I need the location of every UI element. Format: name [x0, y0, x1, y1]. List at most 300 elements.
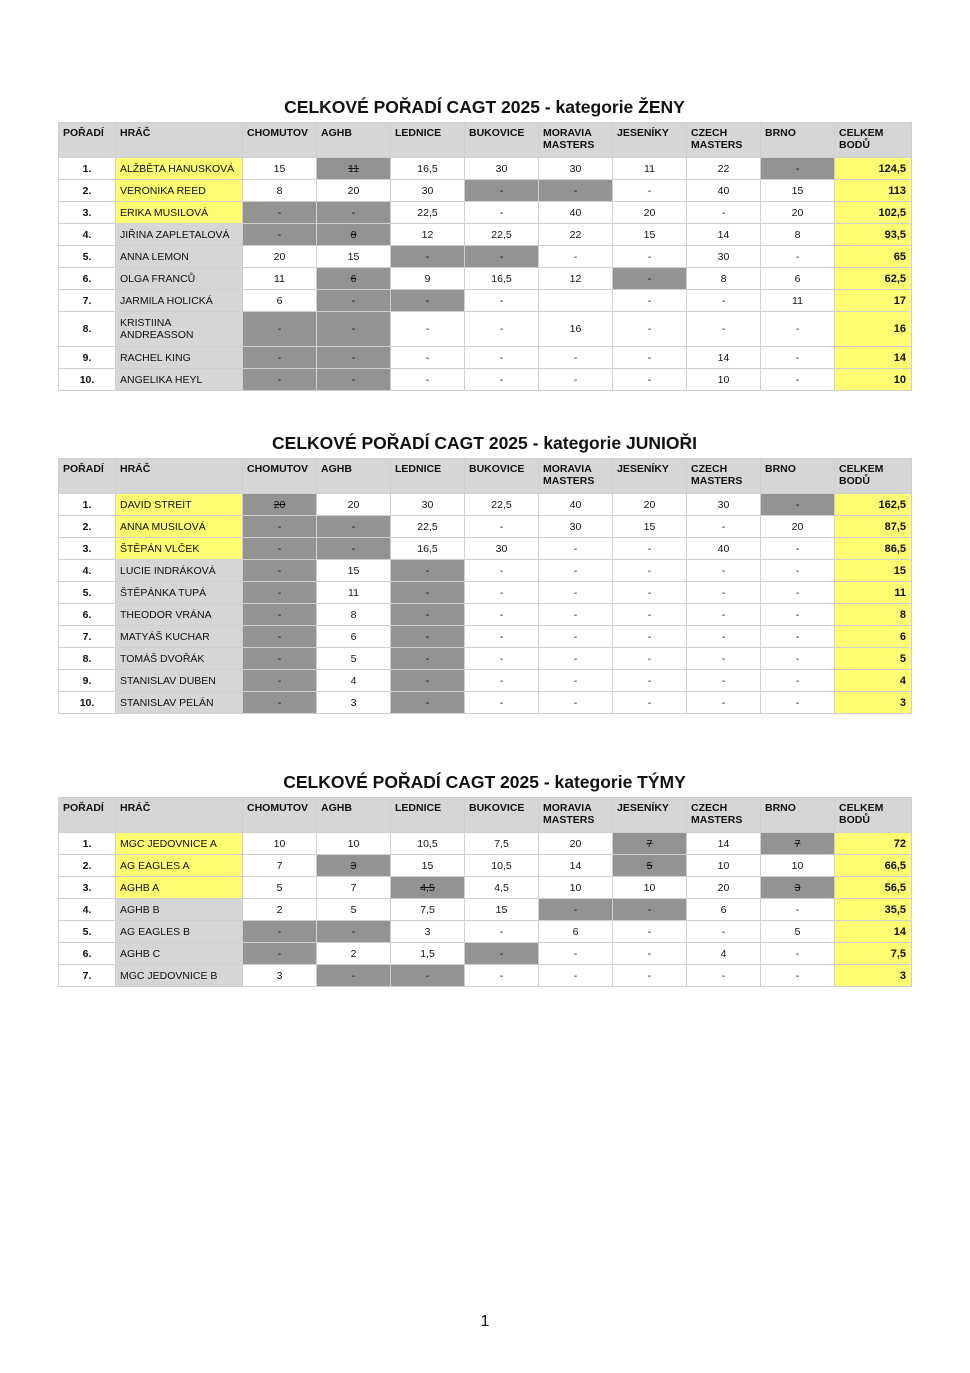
table-row — [59, 560, 912, 582]
table-row — [59, 877, 912, 899]
column-header: CELKEM BODŮ — [835, 123, 912, 158]
score-cell — [317, 604, 391, 626]
score-cell — [761, 965, 835, 987]
score-value: 22,5 — [491, 228, 512, 241]
score-cell — [687, 899, 761, 921]
score-value: 30 — [495, 542, 508, 555]
score-value: 20 — [273, 498, 286, 511]
rank-cell: 8. — [59, 648, 116, 670]
score-value: - — [647, 696, 652, 709]
score-value: - — [573, 542, 578, 555]
total-points-cell: 35,5 — [835, 899, 912, 921]
score-value: 16,5 — [417, 162, 438, 175]
total-points-cell: 66,5 — [835, 855, 912, 877]
score-cell — [761, 604, 835, 626]
score-value: - — [351, 925, 356, 938]
score-value: - — [277, 323, 282, 335]
score-cell — [613, 899, 687, 921]
rank-cell: 10. — [59, 692, 116, 714]
score-cell — [465, 899, 539, 921]
column-header: LEDNICE — [391, 798, 465, 833]
score-value: 40 — [717, 542, 730, 555]
score-value: 7 — [350, 881, 357, 894]
column-header: AGHB — [317, 798, 391, 833]
score-cell — [465, 538, 539, 560]
score-value: - — [499, 674, 504, 687]
score-value: - — [795, 498, 800, 511]
column-header: AGHB — [317, 459, 391, 494]
score-value: 22,5 — [417, 206, 438, 219]
player-name-cell: MGC JEDOVNICE B — [116, 965, 243, 987]
rank-cell: 4. — [59, 560, 116, 582]
score-value: 6 — [720, 903, 727, 916]
score-cell — [761, 692, 835, 714]
page-number: 1 — [480, 1313, 490, 1330]
score-cell — [243, 877, 317, 899]
table-row — [59, 670, 912, 692]
rank-cell: 7. — [59, 626, 116, 648]
score-cell — [317, 369, 391, 391]
total-points-cell: 10 — [835, 369, 912, 391]
score-value: - — [573, 608, 578, 621]
score-cell — [243, 347, 317, 369]
score-cell — [539, 202, 613, 224]
score-cell — [687, 855, 761, 877]
score-value: - — [499, 586, 504, 599]
score-cell — [687, 692, 761, 714]
score-cell — [465, 877, 539, 899]
score-cell — [539, 224, 613, 246]
score-cell — [465, 516, 539, 538]
section-tymy — [58, 767, 911, 987]
score-cell — [243, 224, 317, 246]
rank-cell: 6. — [59, 604, 116, 626]
rank-cell: 4. — [59, 224, 116, 246]
column-header: BUKOVICE — [465, 459, 539, 494]
score-cell — [687, 648, 761, 670]
score-value: - — [425, 630, 430, 643]
score-value: 16 — [569, 323, 582, 335]
score-value: 30 — [717, 498, 730, 511]
score-value: - — [425, 674, 430, 687]
score-cell — [391, 268, 465, 290]
score-cell — [687, 943, 761, 965]
score-value: - — [721, 206, 726, 219]
score-cell — [317, 626, 391, 648]
score-value: - — [647, 184, 652, 197]
total-points-cell: 14 — [835, 921, 912, 943]
score-cell — [317, 246, 391, 268]
score-value: 10 — [717, 373, 730, 386]
score-cell — [687, 604, 761, 626]
rank-cell: 2. — [59, 180, 116, 202]
score-value: - — [721, 586, 726, 599]
score-value: - — [277, 674, 282, 687]
rank-cell: 6. — [59, 268, 116, 290]
score-value: - — [425, 294, 430, 307]
player-name-cell: DAVID STREIT — [116, 494, 243, 516]
table-row — [59, 268, 912, 290]
score-cell — [391, 855, 465, 877]
score-cell — [243, 604, 317, 626]
player-name-cell: AG EAGLES A — [116, 855, 243, 877]
column-header: LEDNICE — [391, 123, 465, 158]
column-header: CZECH MASTERS — [687, 459, 761, 494]
section-zeny — [58, 92, 911, 391]
table-row — [59, 224, 912, 246]
score-value: 40 — [569, 206, 582, 219]
score-cell — [465, 626, 539, 648]
score-value: 11 — [792, 294, 803, 307]
column-header: HRÁČ — [116, 459, 243, 494]
score-value: 30 — [421, 498, 434, 511]
score-cell — [243, 692, 317, 714]
score-cell — [613, 855, 687, 877]
score-cell — [613, 582, 687, 604]
score-cell — [613, 224, 687, 246]
column-header: HRÁČ — [116, 123, 243, 158]
player-name-cell: ERIKA MUSILOVÁ — [116, 202, 243, 224]
score-cell — [243, 246, 317, 268]
score-cell — [243, 158, 317, 180]
score-cell — [317, 943, 391, 965]
score-cell — [465, 965, 539, 987]
score-value: 5 — [350, 903, 357, 916]
score-value: 7 — [646, 837, 653, 850]
score-value: 3 — [350, 696, 357, 709]
player-name-cell: ŠTĚPÁNKA TUPÁ — [116, 582, 243, 604]
score-value: - — [721, 630, 726, 643]
score-cell — [539, 158, 613, 180]
score-value: - — [425, 969, 430, 982]
score-cell — [317, 833, 391, 855]
score-value: 15 — [347, 564, 360, 577]
score-value: - — [647, 272, 652, 285]
rank-cell: 1. — [59, 494, 116, 516]
score-cell — [539, 516, 613, 538]
score-value: - — [795, 250, 800, 263]
score-value: 10,5 — [417, 837, 438, 850]
column-header: JESENÍKY — [613, 459, 687, 494]
score-cell — [761, 290, 835, 312]
score-cell — [391, 648, 465, 670]
score-value: - — [647, 250, 652, 263]
score-cell — [317, 560, 391, 582]
score-value: - — [277, 520, 282, 533]
score-value: - — [795, 652, 800, 665]
score-value: - — [795, 373, 800, 386]
score-value: 7 — [276, 859, 283, 872]
score-cell — [243, 538, 317, 560]
score-cell — [539, 833, 613, 855]
score-cell — [243, 202, 317, 224]
score-cell — [465, 670, 539, 692]
score-cell — [465, 180, 539, 202]
score-cell — [539, 494, 613, 516]
column-header: LEDNICE — [391, 459, 465, 494]
score-value: - — [573, 586, 578, 599]
score-value: - — [351, 542, 356, 555]
score-cell — [613, 648, 687, 670]
score-cell — [613, 965, 687, 987]
score-value: - — [277, 228, 282, 241]
score-value: 5 — [646, 859, 653, 872]
score-value: 7 — [794, 837, 801, 850]
score-value: 20 — [347, 498, 360, 511]
score-value: 11 — [348, 162, 359, 175]
player-name-cell: LUCIE INDRÁKOVÁ — [116, 560, 243, 582]
score-cell — [613, 202, 687, 224]
score-cell — [391, 369, 465, 391]
score-value: - — [795, 564, 800, 577]
player-name-cell: AGHB A — [116, 877, 243, 899]
score-cell — [465, 943, 539, 965]
score-cell — [465, 268, 539, 290]
score-cell — [391, 582, 465, 604]
score-value: 5 — [794, 925, 801, 938]
score-value: 6 — [350, 272, 357, 285]
rank-cell: 4. — [59, 899, 116, 921]
table-row — [59, 855, 912, 877]
score-value: 7,5 — [420, 903, 435, 916]
column-header: CELKEM BODŮ — [835, 459, 912, 494]
score-value: - — [573, 696, 578, 709]
score-value: - — [277, 947, 282, 960]
score-value: 2 — [276, 903, 283, 916]
score-value: 20 — [347, 184, 360, 197]
score-cell — [539, 180, 613, 202]
column-header: BRNO — [761, 798, 835, 833]
total-points-cell: 162,5 — [835, 494, 912, 516]
score-cell — [391, 246, 465, 268]
score-value: 11 — [274, 272, 285, 285]
score-value: - — [647, 925, 652, 938]
score-cell — [391, 899, 465, 921]
total-points-cell: 15 — [835, 560, 912, 582]
score-cell — [243, 855, 317, 877]
player-name-cell: ANNA LEMON — [116, 246, 243, 268]
score-cell — [539, 604, 613, 626]
table-row — [59, 538, 912, 560]
score-value: 3 — [350, 859, 357, 872]
total-points-cell: 3 — [835, 692, 912, 714]
rank-cell: 6. — [59, 943, 116, 965]
score-cell — [243, 268, 317, 290]
score-value: - — [573, 373, 578, 386]
table-row — [59, 312, 912, 347]
player-name-cell: OLGA FRANCŮ — [116, 268, 243, 290]
total-points-cell: 65 — [835, 246, 912, 268]
standings-table — [58, 458, 912, 714]
score-cell — [465, 648, 539, 670]
score-cell — [761, 899, 835, 921]
score-cell — [761, 855, 835, 877]
column-header: POŘADÍ — [59, 798, 116, 833]
score-value: - — [795, 674, 800, 687]
score-value: 5 — [276, 881, 283, 894]
score-cell — [391, 943, 465, 965]
score-cell — [317, 877, 391, 899]
table-row — [59, 516, 912, 538]
table-row — [59, 833, 912, 855]
score-value: 14 — [569, 859, 582, 872]
score-value: - — [795, 542, 800, 555]
section-juniori — [58, 428, 911, 714]
total-points-cell: 3 — [835, 965, 912, 987]
score-cell — [391, 626, 465, 648]
score-value: - — [721, 652, 726, 665]
score-cell — [317, 670, 391, 692]
rank-cell: 9. — [59, 347, 116, 369]
total-points-cell: 93,5 — [835, 224, 912, 246]
total-points-cell: 113 — [835, 180, 912, 202]
score-value: 6 — [350, 630, 357, 643]
section-title: CELKOVÉ POŘADÍ CAGT 2025 - kategorie TÝMY — [283, 772, 686, 792]
score-value: - — [573, 184, 578, 197]
player-name-cell: TOMÁŠ DVOŘÁK — [116, 648, 243, 670]
rank-cell: 2. — [59, 855, 116, 877]
table-row — [59, 582, 912, 604]
column-header: POŘADÍ — [59, 459, 116, 494]
score-value: 16,5 — [491, 272, 512, 285]
score-cell — [465, 312, 539, 347]
column-header: MORAVIA MASTERS — [539, 798, 613, 833]
score-cell — [761, 921, 835, 943]
score-cell — [613, 670, 687, 692]
score-value: - — [277, 925, 282, 938]
score-cell — [317, 648, 391, 670]
score-value: - — [277, 206, 282, 219]
score-value: 20 — [569, 837, 582, 850]
score-cell — [761, 877, 835, 899]
score-cell — [539, 670, 613, 692]
score-value: - — [721, 969, 726, 982]
score-cell — [391, 560, 465, 582]
score-cell — [465, 246, 539, 268]
score-cell — [613, 943, 687, 965]
score-cell — [687, 582, 761, 604]
score-value: - — [277, 608, 282, 621]
score-cell — [687, 670, 761, 692]
column-header: CZECH MASTERS — [687, 798, 761, 833]
score-cell — [317, 494, 391, 516]
score-value: 15 — [273, 162, 286, 175]
score-value: 22,5 — [491, 498, 512, 511]
score-cell — [465, 855, 539, 877]
score-cell — [317, 855, 391, 877]
column-header: HRÁČ — [116, 798, 243, 833]
score-value: - — [795, 696, 800, 709]
score-value: - — [647, 608, 652, 621]
rank-cell: 10. — [59, 369, 116, 391]
score-cell — [761, 246, 835, 268]
score-value: 20 — [791, 520, 804, 533]
score-cell — [687, 877, 761, 899]
score-value: 40 — [569, 498, 582, 511]
score-cell — [391, 692, 465, 714]
score-cell — [687, 833, 761, 855]
standings-table — [58, 122, 912, 391]
score-cell — [539, 582, 613, 604]
score-cell — [465, 560, 539, 582]
score-cell — [465, 494, 539, 516]
score-cell — [687, 538, 761, 560]
score-cell — [391, 921, 465, 943]
score-cell — [465, 290, 539, 312]
score-value: 10 — [273, 837, 286, 850]
total-points-cell: 87,5 — [835, 516, 912, 538]
score-cell — [539, 921, 613, 943]
score-value: 11 — [348, 586, 359, 599]
score-cell — [687, 560, 761, 582]
total-points-cell: 5 — [835, 648, 912, 670]
score-cell — [465, 921, 539, 943]
table-row — [59, 246, 912, 268]
score-value: - — [351, 520, 356, 533]
score-value: 9 — [424, 272, 431, 285]
table-row — [59, 180, 912, 202]
score-cell — [613, 560, 687, 582]
score-value: - — [499, 323, 504, 335]
score-value: 20 — [717, 881, 730, 894]
score-value: - — [499, 564, 504, 577]
score-cell — [465, 692, 539, 714]
score-cell — [687, 312, 761, 347]
score-value: 4 — [720, 947, 727, 960]
score-cell — [391, 290, 465, 312]
score-value: - — [647, 373, 652, 386]
rank-cell: 5. — [59, 246, 116, 268]
score-value: - — [795, 586, 800, 599]
score-value: - — [499, 206, 504, 219]
player-name-cell: ALŽBĚTA HANUSKOVÁ — [116, 158, 243, 180]
score-value: - — [721, 520, 726, 533]
score-value: 20 — [273, 250, 286, 263]
player-name-cell: ŠTĚPÁN VLČEK — [116, 538, 243, 560]
score-cell — [243, 833, 317, 855]
score-cell — [317, 899, 391, 921]
score-value: 8 — [720, 272, 727, 285]
score-cell — [761, 560, 835, 582]
score-value: 6 — [572, 925, 579, 938]
score-value: 4,5 — [420, 881, 435, 894]
score-cell — [687, 268, 761, 290]
score-value: - — [647, 564, 652, 577]
score-cell — [539, 560, 613, 582]
score-value: - — [647, 542, 652, 555]
score-value: - — [573, 674, 578, 687]
score-value: - — [647, 903, 652, 916]
score-value: - — [425, 652, 430, 665]
score-cell — [539, 965, 613, 987]
score-value: 15 — [495, 903, 508, 916]
score-cell — [243, 560, 317, 582]
rank-cell: 2. — [59, 516, 116, 538]
column-header: BUKOVICE — [465, 123, 539, 158]
score-value: 12 — [421, 228, 434, 241]
score-cell — [539, 369, 613, 391]
score-cell — [391, 877, 465, 899]
rank-cell: 1. — [59, 158, 116, 180]
score-value: - — [721, 608, 726, 621]
score-cell — [391, 604, 465, 626]
score-value: - — [795, 947, 800, 960]
score-value: 7,5 — [494, 837, 509, 850]
score-value: - — [277, 542, 282, 555]
score-value: - — [795, 162, 800, 175]
total-points-cell: 17 — [835, 290, 912, 312]
score-cell — [613, 604, 687, 626]
